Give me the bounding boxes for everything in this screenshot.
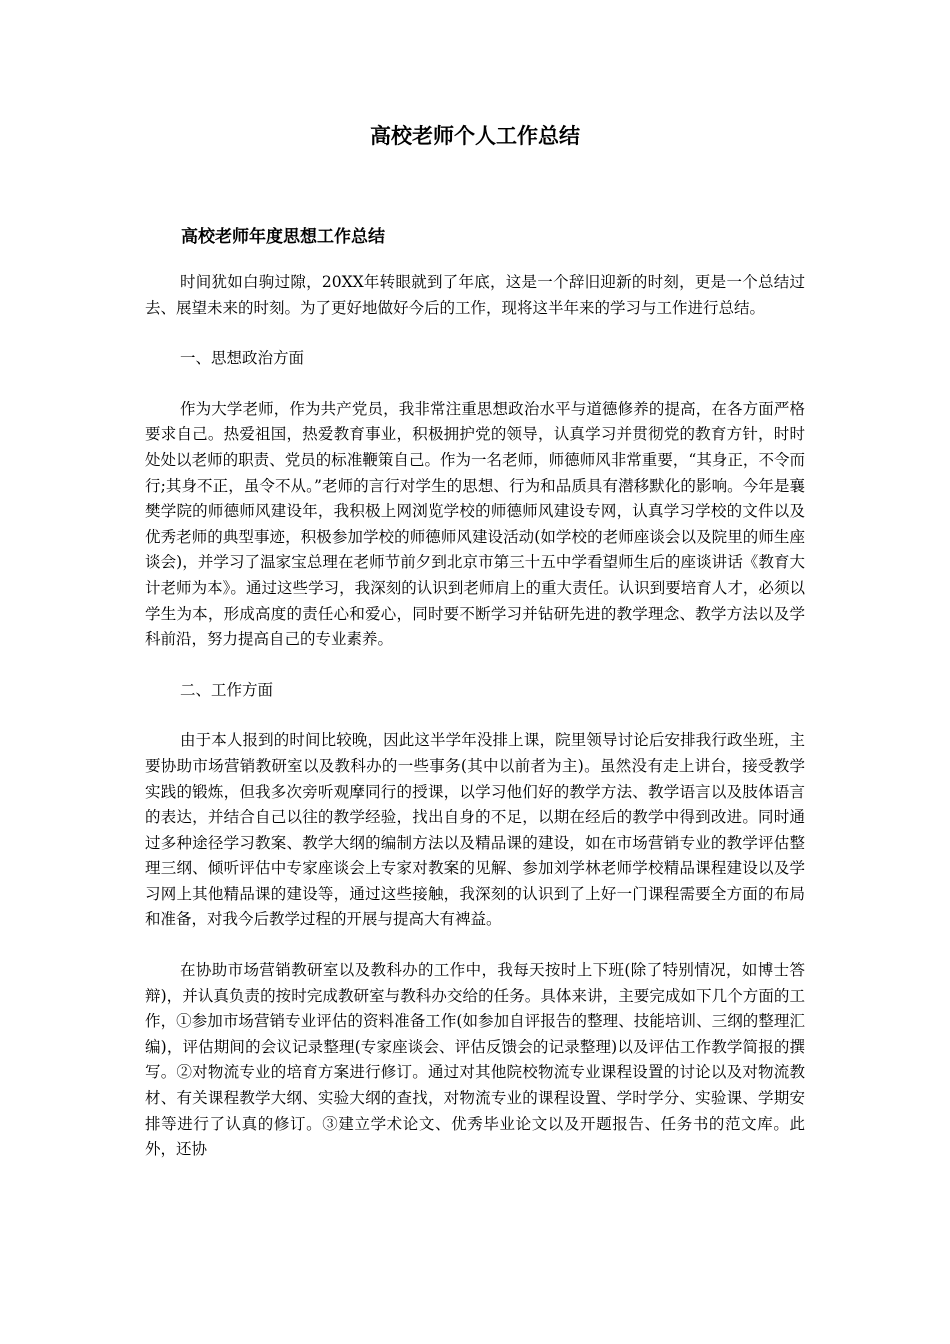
section-heading-politics: 一、思想政治方面 (180, 349, 305, 368)
paragraph-work-2: 在协助市场营销教研室以及教科办的工作中，我每天按时上下班(除了特别情况，如博士答辩)，并认真负责的按时完成教研室与教科办交给的任务。具体来讲，主要完成如下几个方面的工作，①参加市场营销专业评估的资料准备工作(如参加自评报告的整理、技能培训、三纲的整理汇编)，评估期间的会议记录整理(专家座谈会、评估反馈会的记录整理)以及评估工作教学简报的撰写。②对物流专业的培育方案进行修订。通过对其他院校物流专业课程设置的讨论以及对物流教材、有关课程教学大纲、实验大纲的查找，对物流专业的课程设置、学时学分、实验课、学期安排等进行了认真的修订。③建立学术论文、优秀毕业论文以及开题报告、任务书的范文库。此外，还协 (145, 961, 805, 1159)
document-body (145, 270, 805, 1188)
document-subtitle: 高校老师年度思想工作总结 (181, 227, 385, 247)
paragraph-politics: 作为大学老师，作为共产党员，我非常注重思想政治水平与道德修养的提高，在各方面严格要求自己。热爱祖国，热爱教育事业，积极拥护党的领导，认真学习并贯彻党的教育方针，时时处处以老师的职责、党员的标准鞭策自己。作为一名老师，师德师风非常重要，“其身正，不令而行;其身不正，虽令不从。”老师的言行对学生的思想、行为和品质具有潜移默化的影响。今年是襄樊学院的师德师风建设年，我积极上网浏览学校的师德师风建设专网，认真学习学校的文件以及优秀老师的典型事迹，积极参加学校的师德师风建设活动(如学校的老师座谈会以及院里的师生座谈会)，并学习了温家宝总理在老师节前夕到北京市第三十五中学看望师生后的座谈讲话《教育大计老师为本》。通过这些学习，我深刻的认识到老师肩上的重大责任。认识到要培育人才，必须以学生为本，形成高度的责任心和爱心，同时要不断学习并钻研先进的教学理念、教学方法以及学科前沿，努力提高自己的专业素养。 (145, 399, 805, 649)
section-heading-work: 二、工作方面 (180, 680, 274, 699)
paragraph-work-1: 由于本人报到的时间比较晚，因此这半学年没排上课，院里领导讨论后安排我行政坐班，主要协助市场营销教研室以及教科办的一些事务(其中以前者为主)。虽然没有走上讲台，接受教学实践的锻炼，但我多次旁听观摩同行的授课，以学习他们好的教学方法、教学语言以及肢体语言的表达，并结合自己以往的教学经验，找出自身的不足，以期在经后的教学中得到改进。同时通过多种途径学习教案、教学大纲的编制方法以及精品课的建设，如在市场营销专业的教学评估整理三纲、倾听评估中专家座谈会上专家对教案的见解、参加刘学林老师学校精品课程建设以及学习网上其他精品课的建设等，通过这些接触，我深刻的认识到了上好一门课程需要全方面的布局和准备，对我今后教学过程的开展与提高大有裨益。 (145, 731, 805, 929)
document-title: 高校老师个人工作总结 (370, 124, 580, 148)
paragraph-intro: 时间犹如白驹过隙，20XX年转眼就到了年底，这是一个辞旧迎新的时刻，更是一个总结过去、展望未来的时刻。为了更好地做好今后的工作，现将这半年来的学习与工作进行总结。 (145, 273, 805, 317)
